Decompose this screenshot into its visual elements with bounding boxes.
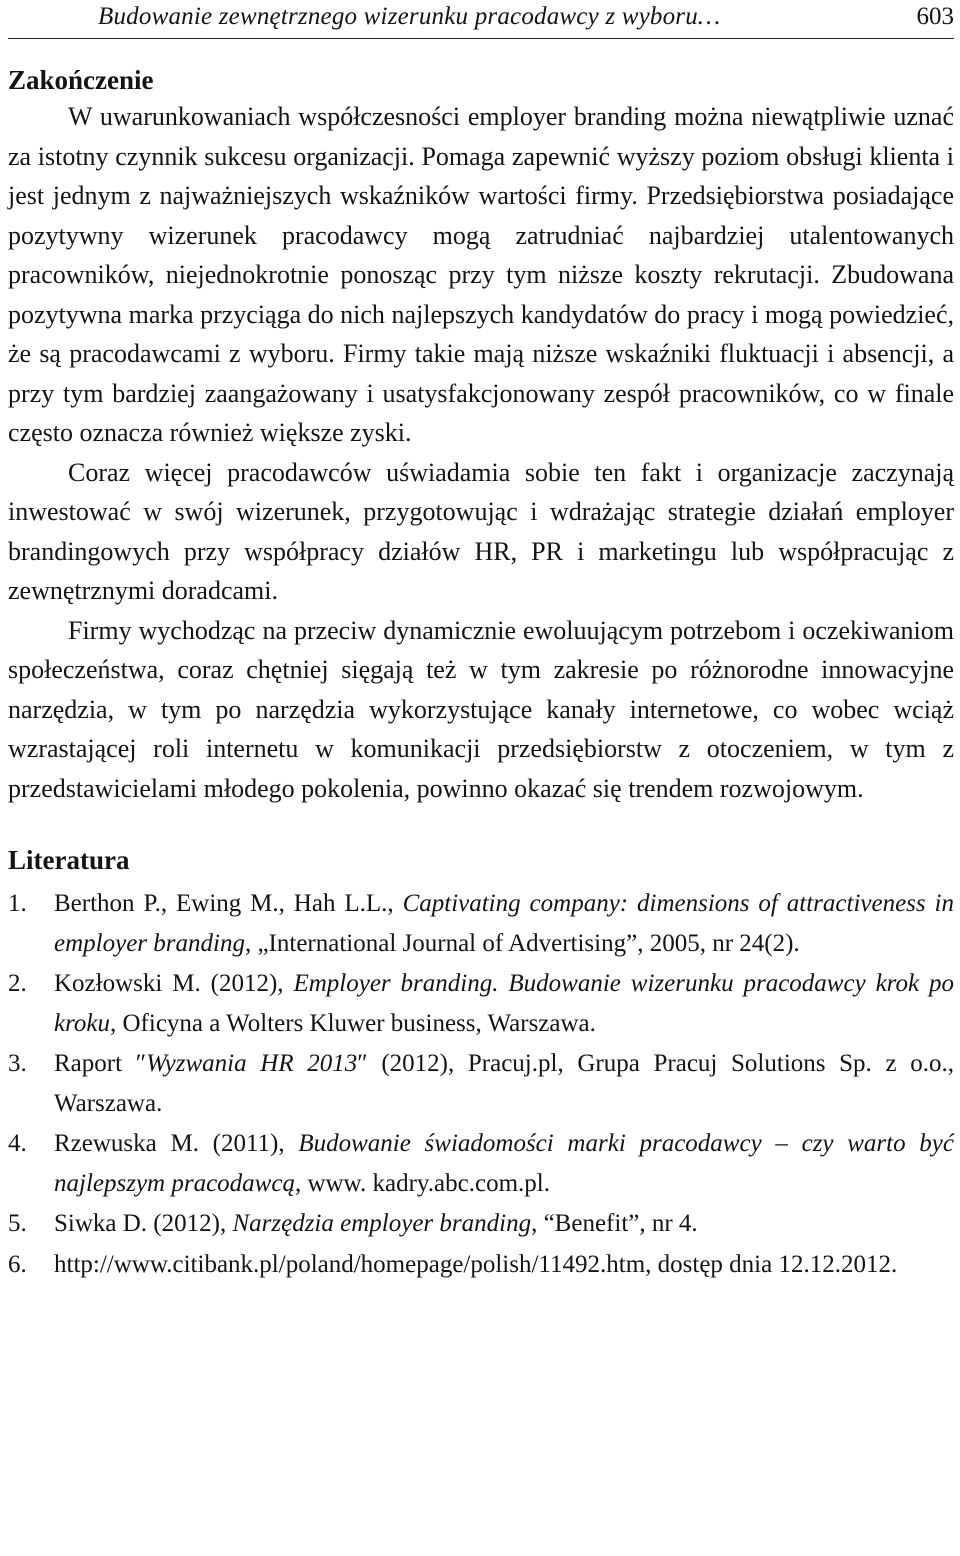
item-text: Berthon P., Ewing M., Hah L.L.,: [54, 890, 403, 917]
item-title: Narzędzia employer branding: [232, 1210, 532, 1237]
item-title: Wyzwania HR 2013: [146, 1050, 358, 1077]
item-number: 5.: [8, 1210, 27, 1237]
item-text: Raport ″: [54, 1050, 147, 1077]
item-number: 6.: [8, 1250, 27, 1278]
item-number: 3.: [8, 1050, 27, 1077]
item-title: Captivating company: dimensions of attractiveness in employer branding: [54, 890, 954, 957]
item-link[interactable]: http://www.citibank.pl/poland/homepage/polish/11492.htm, dostęp dnia 12.12.2012.: [54, 1250, 898, 1278]
bibliography-item: [8, 964, 954, 1043]
item-number: 4.: [8, 1130, 27, 1157]
item-text: , „International Journal of Advertising”, 2005, nr 24(2).: [244, 929, 800, 957]
page-number: 603: [916, 3, 954, 30]
item-number: 2.: [8, 970, 27, 997]
bibliography-list: [8, 884, 954, 1284]
section-heading: Zakończenie: [8, 65, 154, 95]
item-text: ″ (2012), Pracuj.pl, Grupa Pracuj Solutions Sp. z o.o., Warszawa.: [54, 1050, 954, 1117]
item-title: Budowanie świadomości marki pracodawcy – czy warto być najlepszym pracodawcą: [54, 1130, 954, 1197]
running-header: [8, 0, 954, 39]
literature-heading: Literatura: [8, 845, 130, 875]
item-number: 1.: [8, 890, 27, 917]
item-text: , www. kadry.abc.com.pl.: [294, 1169, 550, 1197]
item-text: Siwka D. (2012),: [54, 1210, 233, 1237]
running-header-title: Budowanie zewnętrznego wizerunku pracodawcy z wyboru…: [98, 3, 721, 30]
bibliography-item: [8, 1245, 954, 1285]
bibliography-item: [8, 1044, 954, 1123]
item-text: , “Benefit”, nr 4.: [531, 1210, 698, 1237]
paragraph: W uwarunkowaniach współczesności employer branding można niewątpliwie uznać za istotny czynnik sukcesu organizacji. Pomaga zapewnić wyższy poziom obsługi klienta i jest jednym z najważniejszych wskaźników wartości firmy. Przedsiębiorstwa posiadające pozytywny wizerunek pracodawcy mogą zatrudniać najbardziej utalentowanych pracowników, niejednokrotnie ponosząc przy tym niższe koszty rekrutacji. Zbudowana pozytywna marka przyciąga do nich najlepszych kandydatów do pracy i mogą powiedzieć, że są pracodawcami z wyboru. Firmy takie mają niższe wskaźniki fluktuacji i absencji, a przy tym bardziej zaangażowany i usatysfakcjonowany zespół pracowników, co w finale często oznacza również większe zyski.: [8, 102, 954, 447]
bibliography-item: [8, 1124, 954, 1203]
body-text: [8, 97, 954, 808]
item-text: Rzewuska M. (2011),: [54, 1130, 299, 1157]
item-text: , Oficyna a Wolters Kluwer business, Warszawa.: [110, 1009, 596, 1037]
document-page: [8, 0, 954, 1285]
bibliography-item: [8, 1204, 954, 1244]
item-text: Kozłowski M. (2012),: [54, 970, 294, 997]
item-title: Employer branding. Budowanie wizerunku pracodawcy krok po kroku: [54, 970, 954, 1037]
bibliography-item: [8, 884, 954, 963]
paragraph: Firmy wychodząc na przeciw dynamicznie ewoluującym potrzebom i oczekiwaniom społeczeństwa, coraz chętniej sięgają też w tym zakresie po różnorodne innowacyjne narzędzia, w tym po narzędzia wykorzystujące kanały internetowe, co wobec wciąż wzrastającej roli internetu w komunikacji przedsiębiorstw z otoczeniem, w tym z przedstawicielami młodego pokolenia, powinno okazać się trendem rozwojowym.: [8, 615, 954, 803]
paragraph: Coraz więcej pracodawców uświadamia sobie ten fakt i organizacje zaczynają inwestować w swój wizerunek, przygotowując i wdrażając strategie działań employer brandingowych przy współpracy działów HR, PR i marketingu lub współpracując z zewnętrznymi doradcami.: [8, 457, 954, 605]
